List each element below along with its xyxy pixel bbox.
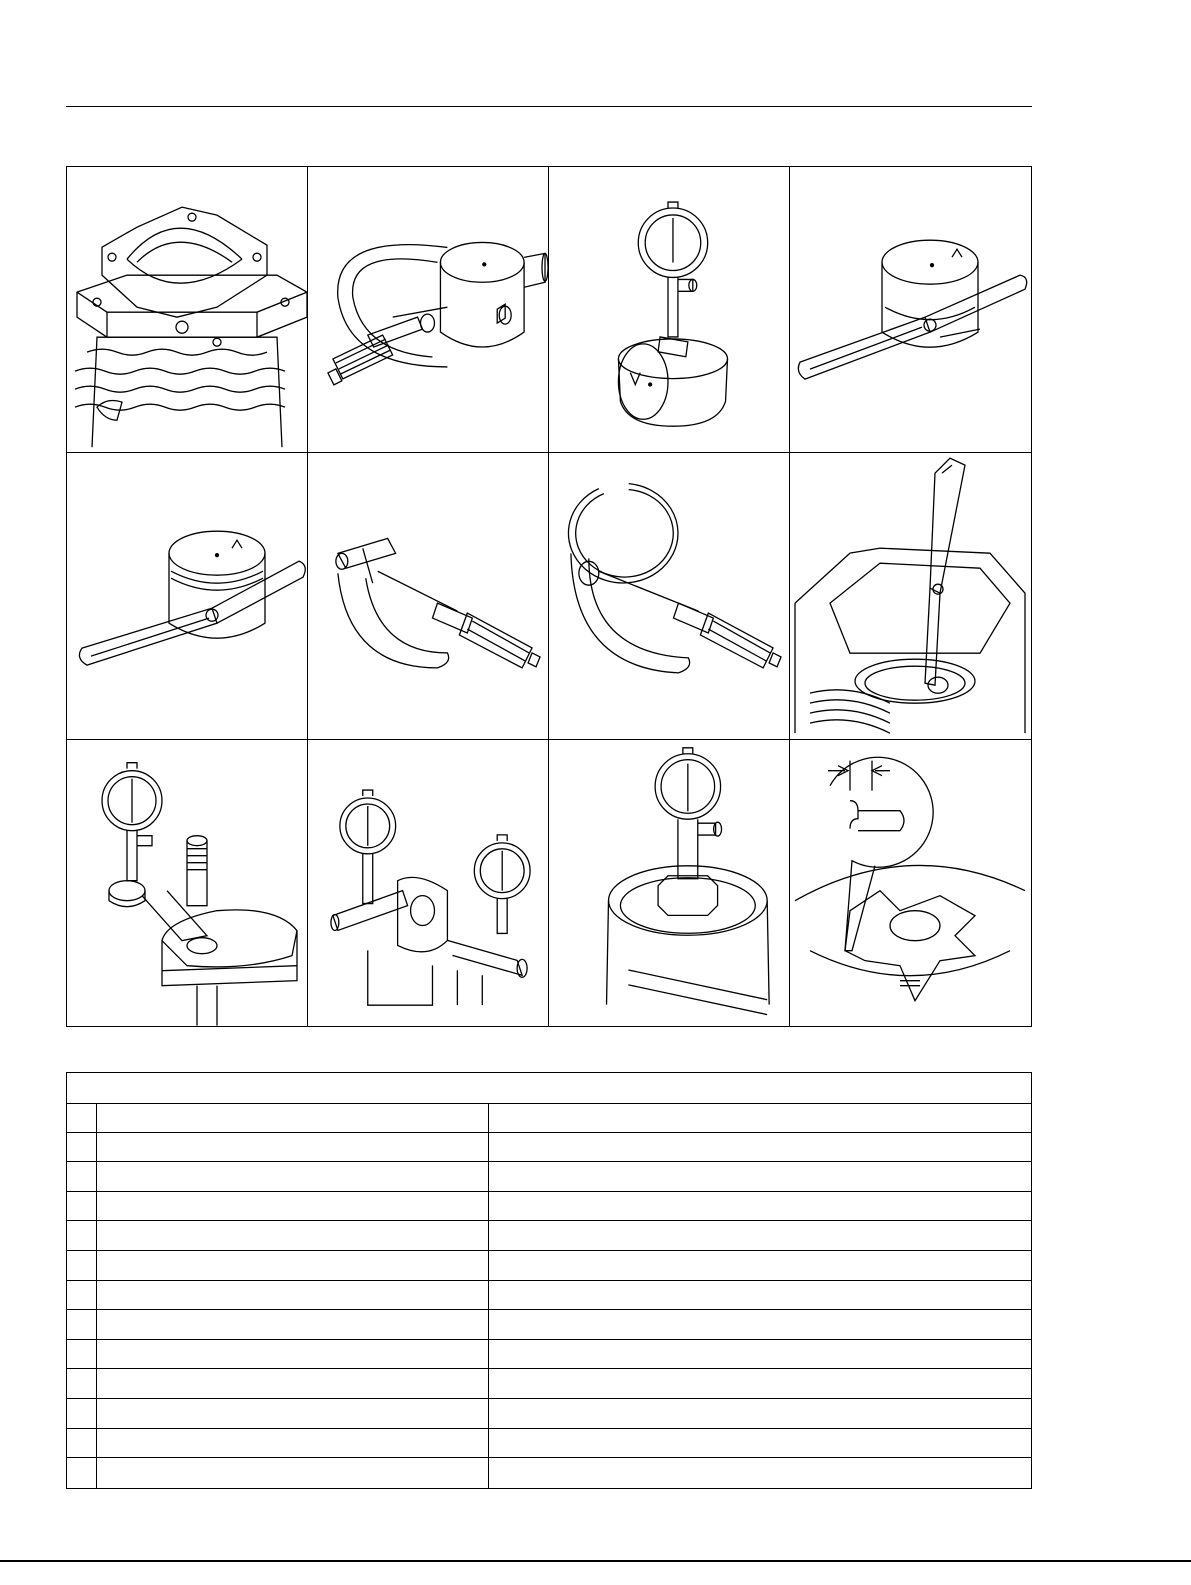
table-row (67, 1221, 1031, 1251)
table-row (67, 1281, 1031, 1311)
table-cell (97, 1281, 489, 1310)
table-row (67, 1340, 1031, 1370)
table-row (67, 1162, 1031, 1192)
table-cell (97, 1310, 489, 1339)
illustration-feeler-gauge-piston-ring (67, 453, 308, 739)
table-row (67, 1192, 1031, 1222)
table-cell (67, 1369, 97, 1398)
illustration-micrometer-ring (549, 453, 790, 739)
table-row (67, 1133, 1031, 1163)
illustration-feeler-gauge-piston (790, 167, 1031, 453)
table-cell (489, 1399, 1031, 1428)
table-cell (489, 1429, 1031, 1458)
illustration-dial-gauge-sprocket (549, 740, 790, 1026)
illustration-dial-gauge-piston (549, 167, 790, 453)
table-cell (489, 1103, 1031, 1132)
micrometer-ring-icon (549, 453, 789, 738)
illustration-sprocket-wear-detail (790, 740, 1031, 1026)
table-cell (97, 1399, 489, 1428)
table-cell (67, 1399, 97, 1428)
table-cell (67, 1133, 97, 1162)
table-row (67, 1369, 1031, 1399)
illustration-grid (66, 166, 1032, 1027)
table-cell (97, 1221, 489, 1250)
table-cell (67, 1458, 97, 1488)
table-cell (97, 1251, 489, 1280)
table-row (67, 1103, 1031, 1133)
illustration-micrometer-piston (308, 167, 549, 453)
table-cell (489, 1310, 1031, 1339)
table-cell (489, 1340, 1031, 1369)
illustration-feeler-gauge-cylinder (790, 453, 1031, 739)
feeler-gauge-cylinder-icon (790, 453, 1031, 738)
table-cell (489, 1458, 1031, 1488)
sprocket-wear-detail-icon (790, 740, 1031, 1026)
table-cell (97, 1340, 489, 1369)
table-cell (67, 1281, 97, 1310)
footer-rule (0, 1560, 1191, 1562)
table-row (67, 1251, 1031, 1281)
table-cell (97, 1162, 489, 1191)
table-cell (67, 1162, 97, 1191)
table-cell (489, 1281, 1031, 1310)
table-cell (489, 1251, 1031, 1280)
dial-gauge-connecting-rod-icon (67, 740, 307, 1026)
table-header (67, 1073, 1031, 1104)
table-cell (67, 1429, 97, 1458)
table-cell (97, 1192, 489, 1221)
dial-gauge-piston-icon (549, 167, 789, 452)
table-cell (67, 1251, 97, 1280)
table-cell (97, 1429, 489, 1458)
table-cell (67, 1340, 97, 1369)
table-row (67, 1429, 1031, 1459)
table-cell (489, 1133, 1031, 1162)
table-cell (489, 1192, 1031, 1221)
illustration-dial-gauge-crankshaft (308, 740, 549, 1026)
illustration-micrometer-pin (308, 453, 549, 739)
table-row (67, 1399, 1031, 1429)
table-cell (97, 1369, 489, 1398)
table-cell (97, 1458, 489, 1488)
table-row (67, 1458, 1031, 1488)
illustration-cylinder-halves (67, 167, 308, 453)
cylinder-halves-icon (67, 167, 307, 452)
data-table (66, 1072, 1032, 1489)
table-cell (67, 1310, 97, 1339)
table-cell (67, 1192, 97, 1221)
table-cell (67, 1221, 97, 1250)
table-cell (489, 1369, 1031, 1398)
table-cell (97, 1133, 489, 1162)
feeler-gauge-piston-icon (790, 167, 1031, 452)
table-cell (489, 1221, 1031, 1250)
dial-gauge-crankshaft-icon (308, 740, 548, 1026)
table-cell (97, 1103, 489, 1132)
table-cell (489, 1162, 1031, 1191)
table-cell (67, 1103, 97, 1132)
dial-gauge-sprocket-icon (549, 740, 789, 1026)
feeler-gauge-piston-ring-icon (67, 453, 307, 738)
illustration-dial-gauge-connecting-rod (67, 740, 308, 1026)
header-rule (66, 106, 1032, 107)
micrometer-pin-icon (308, 453, 548, 738)
micrometer-piston-icon (308, 167, 548, 452)
table-row (67, 1310, 1031, 1340)
